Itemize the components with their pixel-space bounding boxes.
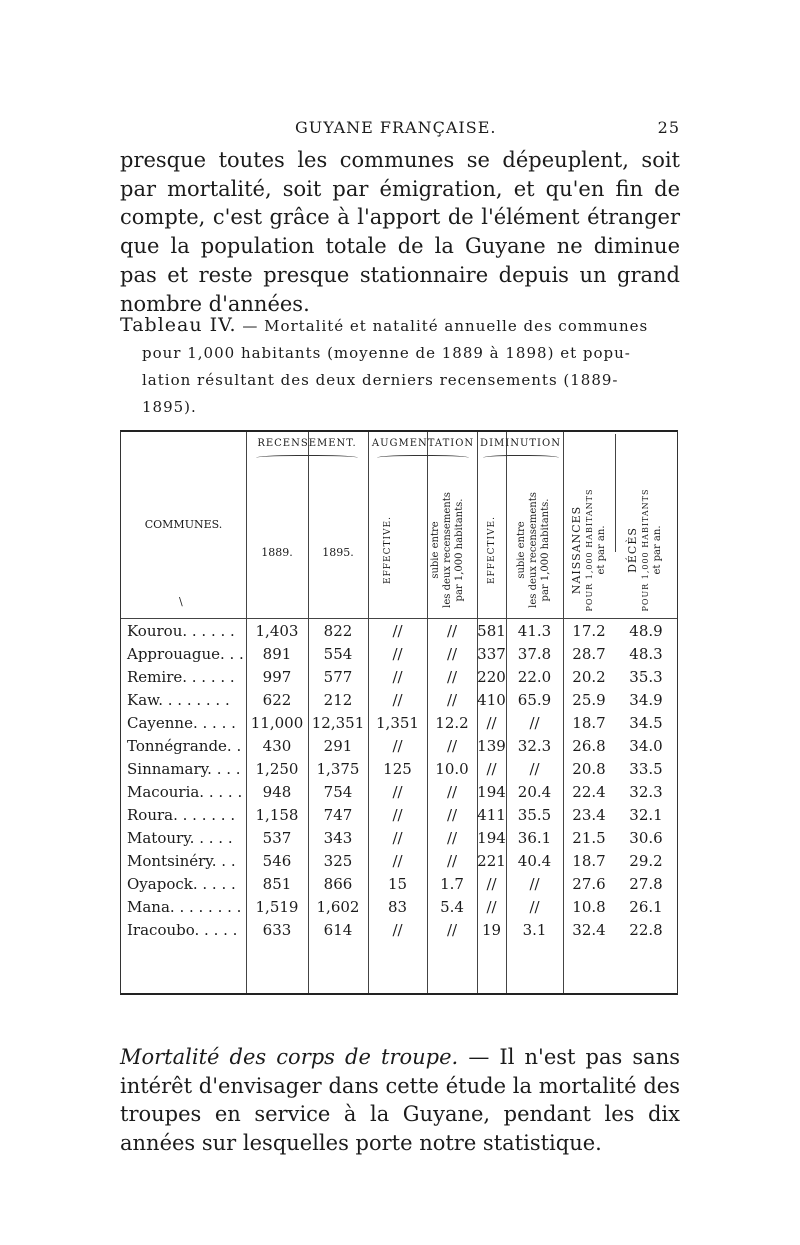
intro-paragraph: presque toutes les communes se dépeuplent, soit par mortalité, soit par émigration, et qu'en fin de compte, c'est grâce à l'apport de l'élément étranger que la population totale de la Guyane ne diminue pas et reste presque stationnaire depuis un grand nombre d'années. — [120, 148, 680, 316]
aug-subie-line-1: subie entre — [430, 521, 441, 579]
diminution-effectif: 194 — [477, 829, 506, 847]
aug-effectif-header: EFFECTIVE. — [383, 516, 393, 585]
population-1895: 747 — [323, 806, 353, 824]
naissances-rate: 25.9 — [572, 691, 606, 709]
population-1895: 577 — [323, 668, 353, 686]
table-row — [121, 875, 677, 898]
population-1895: 212 — [323, 691, 353, 709]
augmentation-rate: 10.0 — [435, 760, 469, 778]
deces-rate: 30.6 — [629, 829, 663, 847]
diminution-effectif: 139 — [477, 737, 506, 755]
diminution-rate: 22.0 — [517, 668, 552, 686]
diminution-effectif: 221 — [477, 852, 506, 870]
commune-name: Remire. . . . . . — [127, 668, 235, 686]
naissances-rate: 10.8 — [572, 898, 606, 916]
diminution-effectif: 410 — [477, 691, 506, 709]
table-row — [121, 645, 677, 668]
commune-name: Kourou. . . . . . — [127, 622, 235, 640]
population-1889: 11,000 — [250, 714, 304, 732]
population-1889: 948 — [262, 783, 292, 801]
diminution-brace — [483, 455, 559, 462]
commune-name: Macouria. . . . . — [127, 783, 243, 801]
population-1889: 851 — [262, 875, 292, 893]
diminution-rate: // — [529, 898, 540, 916]
dim-subie-line-2: les deux recensements — [528, 492, 539, 608]
diminution-rate: 65.9 — [517, 691, 552, 709]
naissances-rate: 32.4 — [572, 921, 606, 939]
population-1889: 1,403 — [255, 622, 299, 640]
commune-name: Oyapock. . . . . — [127, 875, 236, 893]
table-row — [121, 783, 677, 806]
diminution-rate: 41.3 — [517, 622, 552, 640]
population-1895: 1,602 — [316, 898, 360, 916]
augmentation-brace — [377, 455, 469, 462]
augmentation-effectif: // — [392, 852, 403, 870]
naissances-line-3: et par an. — [596, 525, 607, 575]
deces-rate: 26.1 — [629, 898, 663, 916]
deces-rate: 32.3 — [629, 783, 663, 801]
commune-name: Approuague. . . — [127, 645, 244, 663]
augmentation-effectif: // — [392, 829, 403, 847]
population-1889: 1,250 — [255, 760, 299, 778]
table-row — [121, 760, 677, 783]
naissances-line-1: NAISSANCES — [570, 505, 583, 595]
deces-rate: 32.1 — [629, 806, 663, 824]
table-row — [121, 668, 677, 691]
caption-line-3: lation résultant des deux derniers recensements (1889- — [142, 371, 619, 389]
augmentation-rate: 5.4 — [440, 898, 464, 916]
population-1895: 1,375 — [316, 760, 360, 778]
header-tick-mark: \ — [179, 595, 183, 608]
deces-rate: 34.0 — [629, 737, 663, 755]
table-row — [121, 921, 677, 944]
diminution-rate: 20.4 — [517, 783, 552, 801]
commune-name: Matoury. . . . . — [127, 829, 233, 847]
table-row — [121, 898, 677, 921]
naissances-rate: 22.4 — [572, 783, 606, 801]
diminution-effectif: // — [486, 898, 497, 916]
augmentation-rate: // — [446, 829, 458, 847]
naissances-rate: 23.4 — [572, 806, 606, 824]
deces-rate: 27.8 — [629, 875, 663, 893]
table-row — [121, 691, 677, 714]
augmentation-rate: // — [446, 852, 458, 870]
naissances-rate: 20.8 — [572, 760, 606, 778]
population-1895: 291 — [323, 737, 353, 755]
diminution-effectif: 19 — [481, 921, 502, 939]
augmentation-rate: 12.2 — [435, 714, 469, 732]
running-title: GUYANE FRANÇAISE. — [295, 118, 497, 137]
deces-rate: 48.3 — [629, 645, 663, 663]
naissances-rate: 27.6 — [572, 875, 606, 893]
recensement-header: RECENSEMENT. — [257, 438, 357, 449]
closing-italic-lead: Mortalité des corps de troupe. — [120, 1045, 459, 1069]
augmentation-effectif: 1,351 — [376, 714, 419, 732]
caption-line-1: — Mortalité et natalité annuelle des communes — [242, 317, 649, 335]
table-row — [121, 829, 677, 852]
augmentation-rate: // — [446, 645, 458, 663]
deces-rate: 22.8 — [629, 921, 663, 939]
augmentation-effectif: // — [392, 737, 403, 755]
dim-subie-line-1: subie entre — [516, 521, 527, 579]
population-1895: 754 — [323, 783, 353, 801]
augmentation-effectif: // — [392, 806, 403, 824]
diminution-effectif: 337 — [477, 645, 506, 663]
diminution-rate: 36.1 — [517, 829, 552, 847]
naissances-rate: 26.8 — [572, 737, 606, 755]
naissances-line-2: POUR 1,000 HABITANTS — [585, 488, 594, 612]
population-1895: 866 — [323, 875, 353, 893]
deces-line-3: et par an. — [652, 525, 663, 575]
population-1895: 614 — [323, 921, 353, 939]
augmentation-effectif: 15 — [387, 875, 408, 893]
naissances-rate: 18.7 — [572, 714, 606, 732]
augmentation-effectif: 83 — [387, 898, 408, 916]
deces-line-2: POUR 1,000 HABITANTS — [641, 488, 650, 612]
commune-name: Roura. . . . . . . — [127, 806, 236, 824]
recensement-brace — [256, 455, 358, 462]
augmentation-rate: // — [446, 921, 458, 939]
population-1889: 1,519 — [255, 898, 299, 916]
population-1889: 546 — [262, 852, 292, 870]
year-1889-header: 1889. — [261, 546, 293, 559]
augmentation-rate: // — [446, 691, 458, 709]
deces-line-1: DÉCÈS — [626, 527, 639, 573]
diminution-rate: // — [529, 875, 540, 893]
dim-effectif-header: EFFECTIVE. — [487, 516, 497, 585]
deces-rate: 48.9 — [629, 622, 663, 640]
diminution-rate: // — [529, 760, 540, 778]
commune-name: Mana. . . . . . . . — [127, 898, 242, 916]
population-1889: 430 — [262, 737, 292, 755]
year-1895-header: 1895. — [322, 546, 354, 559]
naissances-rate: 20.2 — [572, 668, 606, 686]
augmentation-rate: // — [446, 668, 458, 686]
closing-paragraph — [120, 1043, 680, 1158]
population-1895: 325 — [323, 852, 353, 870]
table-row — [121, 852, 677, 875]
aug-subie-line-3: par 1,000 habitants. — [454, 498, 465, 602]
augmentation-rate: // — [446, 622, 458, 640]
population-1895: 12,351 — [311, 714, 365, 732]
table-row — [121, 714, 677, 737]
aug-subie-line-2: les deux recensements — [442, 492, 453, 608]
aug-subie-header — [430, 480, 466, 620]
table-row — [121, 622, 677, 645]
diminution-effectif: 194 — [477, 783, 506, 801]
table-caption — [120, 312, 680, 421]
diminution-effectif: 411 — [477, 806, 506, 824]
caption-line-2: pour 1,000 habitants (moyenne de 1889 à 1898) et popu- — [142, 344, 631, 362]
population-1895: 554 — [323, 645, 353, 663]
table-label: Tableau IV. — [120, 314, 237, 336]
deces-rate: 29.2 — [629, 852, 663, 870]
augmentation-rate: 1.7 — [440, 875, 464, 893]
naissances-header — [571, 480, 607, 620]
deces-rate: 34.5 — [629, 714, 663, 732]
diminution-effectif: // — [486, 714, 497, 732]
deces-rate: 34.9 — [629, 691, 663, 709]
deces-rate: 35.3 — [629, 668, 663, 686]
diminution-rate: 3.1 — [522, 921, 547, 939]
augmentation-effectif: // — [392, 645, 403, 663]
augmentation-effectif: // — [392, 921, 403, 939]
augmentation-rate: // — [446, 806, 458, 824]
augmentation-rate: // — [446, 737, 458, 755]
caption-line-4: 1895). — [142, 398, 197, 416]
table-row — [121, 806, 677, 829]
diminution-rate: 32.3 — [517, 737, 552, 755]
table-row — [121, 737, 677, 760]
augmentation-header: AUGMENTATION — [371, 438, 475, 449]
diminution-rate: 40.4 — [517, 852, 552, 870]
naissances-rate: 18.7 — [572, 852, 606, 870]
augmentation-rate: // — [446, 783, 458, 801]
mortality-table — [120, 430, 678, 995]
commune-name: Montsinéry. . . — [127, 852, 236, 870]
communes-header: COMMUNES. — [144, 518, 223, 531]
closing-text: — Il n'est pas sans intérêt d'envisager dans cette étude la mortalité des troupes en service à la Guyane, pendant les dix années sur lesquelles porte notre statistique. — [120, 1045, 680, 1156]
diminution-rate: 37.8 — [517, 645, 552, 663]
diminution-effectif: // — [486, 760, 497, 778]
augmentation-effectif: // — [392, 691, 403, 709]
commune-name: Tonnégrande. . — [127, 737, 242, 755]
population-1889: 537 — [262, 829, 292, 847]
population-1895: 822 — [323, 622, 353, 640]
diminution-effectif: 220 — [477, 668, 506, 686]
diminution-effectif: 581 — [477, 622, 506, 640]
dim-subie-header — [516, 480, 552, 620]
population-1889: 622 — [262, 691, 292, 709]
diminution-rate: // — [529, 714, 540, 732]
naissances-rate: 28.7 — [572, 645, 606, 663]
naissances-rate: 17.2 — [572, 622, 606, 640]
commune-name: Kaw. . . . . . . . — [127, 691, 230, 709]
commune-name: Cayenne. . . . . — [127, 714, 236, 732]
population-1889: 997 — [262, 668, 292, 686]
augmentation-effectif: // — [392, 783, 403, 801]
population-1889: 891 — [262, 645, 292, 663]
population-1889: 1,158 — [255, 806, 299, 824]
deces-header — [627, 480, 663, 620]
commune-name: Sinnamary. . . . — [127, 760, 241, 778]
population-1889: 633 — [262, 921, 292, 939]
deces-rate: 33.5 — [629, 760, 663, 778]
diminution-rate: 35.5 — [517, 806, 552, 824]
augmentation-effectif: 125 — [383, 760, 412, 778]
dim-subie-line-3: par 1,000 habitants. — [540, 498, 551, 602]
page-number: 25 — [657, 118, 680, 137]
population-1895: 343 — [323, 829, 353, 847]
diminution-effectif: // — [486, 875, 497, 893]
augmentation-effectif: // — [392, 668, 403, 686]
commune-name: Iracoubo. . . . . — [127, 921, 238, 939]
diminution-header: DIMINUTION — [480, 438, 561, 449]
augmentation-effectif: // — [392, 622, 403, 640]
naissances-rate: 21.5 — [572, 829, 606, 847]
